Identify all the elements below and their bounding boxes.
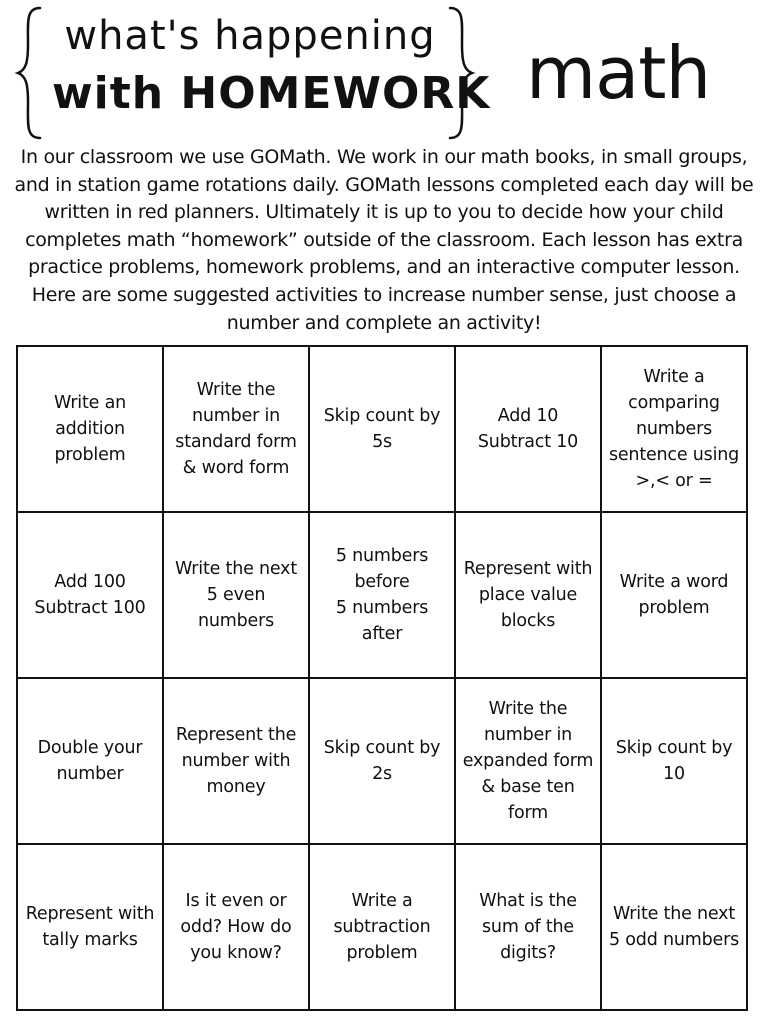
- activity-cell: 5 numbers before 5 numbers after: [309, 512, 455, 678]
- right-brace-decoration: [446, 4, 476, 142]
- activity-cell: Skip count by 5s: [309, 346, 455, 512]
- activity-cell: Skip count by 2s: [309, 678, 455, 844]
- activity-row: [17, 512, 747, 678]
- activity-cell: Represent with place value blocks: [455, 512, 601, 678]
- activity-cell: Is it even or odd? How do you know?: [163, 844, 309, 1010]
- title-line-2: with HOMEWORK: [52, 68, 491, 119]
- activity-cell: Write the next 5 odd numbers: [601, 844, 747, 1010]
- activity-cell: Add 100 Subtract 100: [17, 512, 163, 678]
- activity-row: [17, 346, 747, 512]
- activity-cell: Represent with tally marks: [17, 844, 163, 1010]
- left-brace-decoration: [14, 4, 44, 142]
- activity-cell: Write the number in standard form & word form: [163, 346, 309, 512]
- activity-cell: Write a comparing numbers sentence using >,< or =: [601, 346, 747, 512]
- intro-paragraph: In our classroom we use GOMath. We work in our math books, in small groups, and in station game rotations daily. GOMath lessons completed each day will be written in red planners. Ultimately it is up to you to decide how your child completes math “homework” outside of the classroom. Each lesson has extra practice problems, homework problems, and an interactive computer lesson. Here are some suggested activities to increase number sense, just choose a number and complete an activity!: [14, 146, 754, 334]
- activity-cell: Represent the number with money: [163, 678, 309, 844]
- activity-row: [17, 678, 747, 844]
- activity-cell: Write the next 5 even numbers: [163, 512, 309, 678]
- activity-grid: [16, 345, 748, 1011]
- activity-cell: Write an addition problem: [17, 346, 163, 512]
- activity-cell: Skip count by 10: [601, 678, 747, 844]
- activity-row: [17, 844, 747, 1010]
- activity-cell: Add 10 Subtract 10: [455, 346, 601, 512]
- activity-cell: Write the number in expanded form & base ten form: [455, 678, 601, 844]
- activity-cell: Write a subtraction problem: [309, 844, 455, 1010]
- title-line-1: what's happening: [64, 13, 436, 59]
- activity-cell: What is the sum of the digits?: [455, 844, 601, 1010]
- activity-cell: Double your number: [17, 678, 163, 844]
- activity-cell: Write a word problem: [601, 512, 747, 678]
- subject-label: math: [526, 31, 711, 115]
- page-header: [0, 0, 768, 145]
